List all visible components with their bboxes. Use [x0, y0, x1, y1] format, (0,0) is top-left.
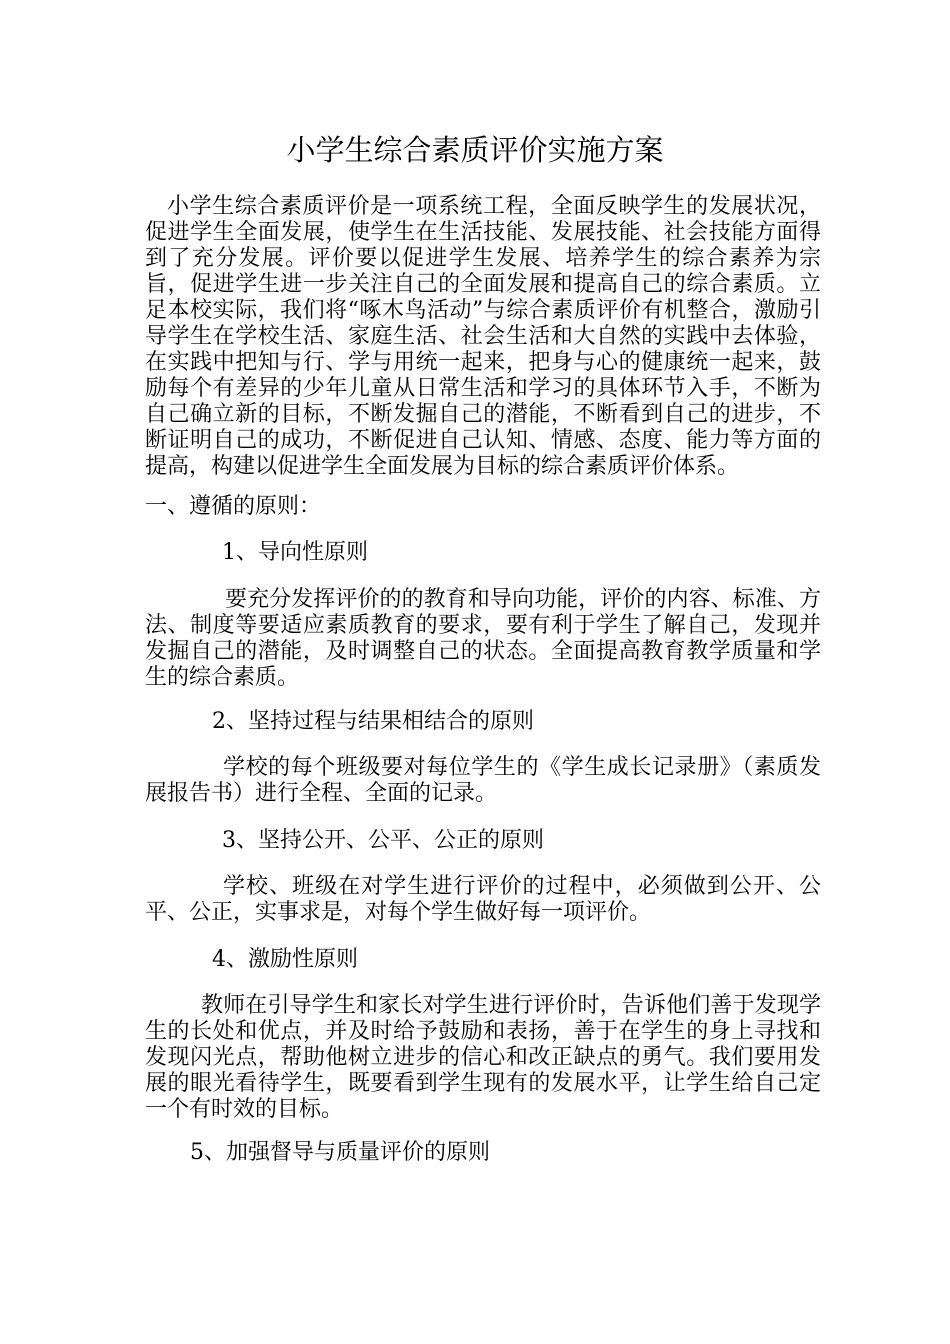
principle-2-body: 学校的每个班级要对每位学生的《学生成长记录册》（素质发展报告书）进行全程、全面的记录。 — [145, 755, 821, 806]
document-title: 小学生综合素质评价实施方案 — [286, 133, 664, 167]
intro-paragraph: 小学生综合素质评价是一项系统工程，全面反映学生的发展状况，促进学生全面发展，使学生在生活技能、发展技能、社会技能方面得到了充分发展。评价要以促进学生发展、培养学生的综合素养为宗旨，促进学生进一步关注自己的全面发展和提高自己的综合素质。立足本校实际，我们将“啄木鸟活动”与综合素质评价有机整合，激励引导学生在学校生活、家庭生活、社会生活和大自然的实践中去体验，在实践中把知与行、学与用统一起来，把身与心的健康统一起来，鼓励每个有差异的少年儿童从日常生活和学习的具体环节入手，不断为自己确立新的目标，不断发掘自己的潜能，不断看到自己的进步，不断证明自己的成功，不断促进自己认知、情感、态度、能力等方面的提高，构建以促进学生全面发展为目标的综合素质评价体系。 — [145, 194, 821, 479]
principle-3-heading: 3、坚持公开、公平、公正的原则 — [222, 828, 544, 853]
principle-4-heading: 4、激励性原则 — [212, 947, 358, 972]
principle-1-body: 要充分发挥评价的的教育和导向功能，评价的内容、标准、方法、制度等要适应素质教育的要求，要有利于学生了解自己，发现并发掘自己的潜能，及时调整自己的状态。全面提高教育教学质量和学生的综合素质。 — [145, 587, 821, 690]
principle-5-heading: 5、加强督导与质量评价的原则 — [190, 1140, 490, 1165]
principle-3-body: 学校、班级在对学生进行评价的过程中，必须做到公开、公平、公正，实事求是，对每个学生做好每一项评价。 — [145, 874, 821, 925]
principle-2-heading: 2、坚持过程与结果相结合的原则 — [212, 709, 534, 734]
section-heading-principles: 一、遵循的原则： — [145, 494, 322, 519]
principle-4-body: 教师在引导学生和家长对学生进行评价时，告诉他们善于发现学生的长处和优点，并及时给予鼓励和表扬，善于在学生的身上寻找和发现闪光点，帮助他树立进步的信心和改正缺点的勇气。我们要用发展的眼光看待学生，既要看到学生现有的发展水平，让学生给自己定一个有时效的目标。 — [145, 993, 821, 1122]
principle-1-heading: 1、导向性原则 — [222, 540, 368, 565]
